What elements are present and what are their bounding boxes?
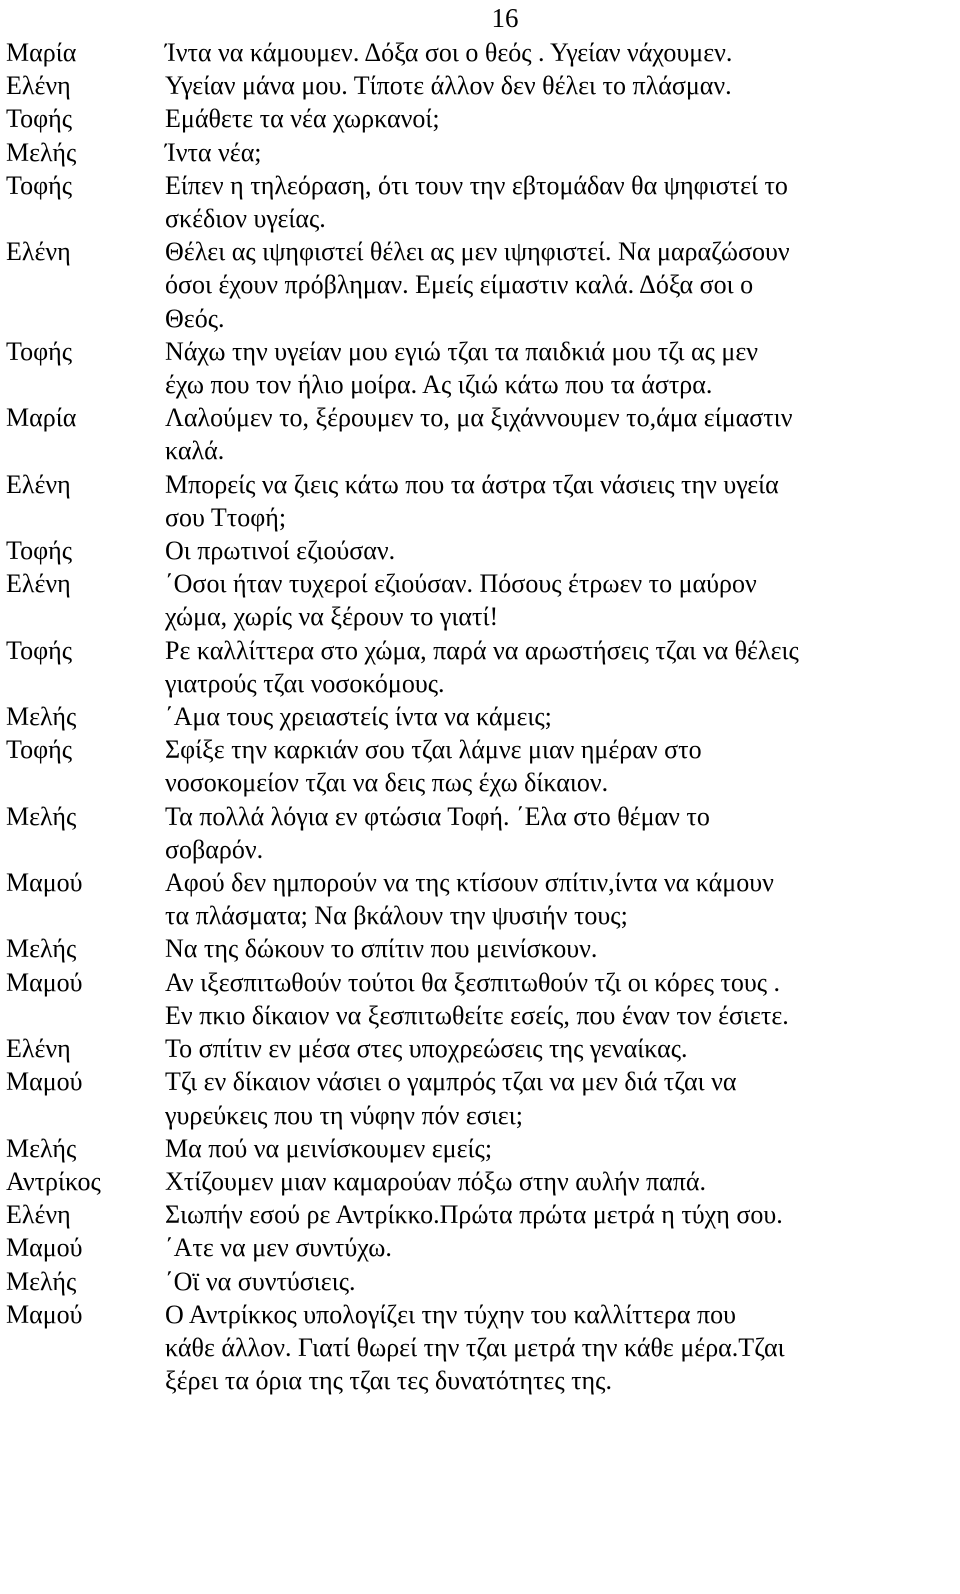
- speaker-name: Τοφής: [6, 735, 72, 765]
- dialogue-line: [6, 1298, 954, 1398]
- speech-text: Είπεν η τηλεόραση, ότι τουν την εβτομάδαν θα ψηφιστεί το σκέδιον υγείας.: [165, 170, 788, 234]
- dialogue-line: [6, 235, 954, 335]
- dialogue-line: [6, 1032, 954, 1065]
- speaker-name: Τοφής: [6, 104, 72, 134]
- dialogue-line: [6, 1198, 954, 1231]
- speech-text: Ίντα νέα;: [165, 137, 262, 167]
- dialogue-line: [6, 1265, 954, 1298]
- speech-text: Ίντα να κάμουμεν. Δόξα σοι ο θεός . Υγείαν νάχουμεν.: [165, 38, 733, 67]
- dialogue-line: [6, 36, 954, 69]
- page-number: 16: [491, 3, 519, 33]
- speech-text: Τζι εν δίκαιον νάσιει ο γαμπρός τζαι να μεν διά τζαι να γυρεύκεις που τη νύφην πόν εσιει;: [165, 1067, 737, 1130]
- dialogue-list: [6, 36, 954, 1397]
- dialogue-line: [6, 69, 954, 102]
- dialogue-line: [6, 700, 954, 733]
- speaker-name: Ελένη: [6, 237, 71, 267]
- speech-text: Λαλούμεν το, ξέρουμεν το, μα ξιχάννουμεν το,άμα είμαστιν καλά.: [165, 403, 793, 466]
- speaker-name: Μαμού: [6, 1067, 83, 1097]
- dialogue-line: [6, 102, 954, 135]
- speech-text: Αν ιξεσπιτωθούν τούτοι θα ξεσπιτωθούν τζι οι κόρες τους . Εν πκιο δίκαιον να ξεσπιτωθείτε εσείς, που έναν τον έσιετε.: [165, 967, 789, 1030]
- speaker-name: Ελένη: [6, 1034, 71, 1064]
- dialogue-line: [6, 169, 954, 235]
- speaker-name: Ελένη: [6, 71, 71, 101]
- speaker-name: Μελής: [6, 934, 77, 964]
- speaker-name: Τοφής: [6, 336, 72, 366]
- speaker-name: Τοφής: [6, 536, 72, 566]
- speech-text: Νάχω την υγείαν μου εγιώ τζαι τα παιδκιά μου τζι ας μεν έχω που τον ήλιο μοίρα. Ας ιζιώ κάτω που τα άστρα.: [165, 336, 759, 400]
- speaker-name: Ελένη: [6, 569, 71, 599]
- dialogue-line: [6, 932, 954, 965]
- speaker-name: Τοφής: [6, 170, 72, 200]
- speech-text: Μα πού να μεινίσκουμεν εμείς;: [165, 1133, 493, 1163]
- speaker-name: Μαμού: [6, 1233, 83, 1263]
- speech-text: ΄Οσοι ήταν τυχεροί εζιούσαν. Πόσους έτρωεν το μαύρον χώμα, χωρίς να ξέρουν το γιατί!: [165, 569, 757, 632]
- dialogue-line: [6, 800, 954, 866]
- speaker-name: Αντρίκος: [6, 1166, 101, 1196]
- dialogue-line: [6, 1231, 954, 1264]
- speech-text: ΄Αμα τους χρειαστείς ίντα να κάμεις;: [165, 702, 552, 732]
- dialogue-line: [6, 733, 954, 799]
- dialogue-line: [6, 634, 954, 700]
- dialogue-line: [6, 567, 954, 633]
- speaker-name: Ελένη: [6, 469, 71, 499]
- speech-text: Να της δώκουν το σπίτιν που μεινίσκουν.: [165, 934, 598, 964]
- speaker-name: Μαμού: [6, 1299, 83, 1329]
- dialogue-line: [6, 401, 954, 467]
- speech-text: Σφίξε την καρκιάν σου τζαι λάμνε μιαν ημέραν στο νοσοκομείον τζαι να δεις πως έχω δίκαιον.: [165, 735, 702, 798]
- speech-text: Θέλει ας ιψηφιστεί θέλει ας μεν ιψηφιστεί. Να μαραζώσουν όσοι έχουν πρόβλημαν. Εμείς είμαστιν καλά. Δόξα σοι ο Θεός.: [165, 237, 790, 333]
- speaker-name: Μαμού: [6, 868, 83, 898]
- speaker-name: Μαρία: [6, 38, 77, 67]
- speech-text: Το σπίτιν εν μέσα στες υποχρεώσεις της γεναίκας.: [165, 1034, 688, 1064]
- speech-text: ΄Ατε να μεν συντύχω.: [165, 1233, 392, 1263]
- speech-text: Μπορείς να ζιεις κάτω που τα άστρα τζαι νάσιεις την υγεία σου Ττοφή;: [165, 469, 779, 532]
- speaker-name: Μελής: [6, 137, 77, 167]
- speech-text: Σιωπήν εσού ρε Αντρίκκο.Πρώτα πρώτα μετρά η τύχη σου.: [165, 1200, 783, 1230]
- speech-text: Υγείαν μάνα μου. Τίποτε άλλον δεν θέλει το πλάσμαν.: [165, 71, 732, 101]
- dialogue-line: [6, 966, 954, 1032]
- speech-text: Οι πρωτινοί εζιούσαν.: [165, 536, 396, 566]
- speaker-name: Μαρία: [6, 403, 77, 433]
- speech-text: Ο Αντρίκκος υπολογίζει την τύχην του καλλίττερα που κάθε άλλον. Γιατί θωρεί την τζαι μετρά την κάθε μέρα.Τζαι ξέρει τα όρια της τζαι τες δυνατότητες της.: [165, 1299, 785, 1396]
- speaker-name: Μελής: [6, 801, 77, 831]
- speaker-name: Μελής: [6, 1133, 77, 1163]
- speaker-name: Τοφής: [6, 635, 72, 665]
- dialogue-line: [6, 866, 954, 932]
- speaker-name: Μελής: [6, 702, 77, 732]
- dialogue-line: [6, 1165, 954, 1198]
- speaker-name: Μελής: [6, 1266, 77, 1296]
- speaker-name: Ελένη: [6, 1200, 71, 1230]
- speech-text: Ρε καλλίττερα στο χώμα, παρά να αρωστήσεις τζαι να θέλεις γιατρούς τζαι νοσοκόμους.: [165, 635, 799, 698]
- speech-text: ΄Οϊ να συντύσιεις.: [165, 1266, 356, 1296]
- dialogue-line: [6, 534, 954, 567]
- dialogue-line: [6, 468, 954, 534]
- speech-text: Τα πολλά λόγια εν φτώσια Τοφή. ΄Ελα στο θέμαν το σοβαρόν.: [165, 801, 710, 864]
- dialogue-line: [6, 1132, 954, 1165]
- speech-text: Χτίζουμεν μιαν καμαρούαν πόξω στην αυλήν παπά.: [165, 1166, 706, 1196]
- dialogue-line: [6, 136, 954, 169]
- speaker-name: Μαμού: [6, 967, 83, 997]
- speech-text: Αφού δεν ημπορούν να της κτίσουν σπίτιν,ίντα να κάμουν τα πλάσματα; Να βκάλουν την ψυσιήν τους;: [165, 868, 774, 931]
- dialogue-line: [6, 1065, 954, 1131]
- speech-text: Εμάθετε τα νέα χωρκανοί;: [165, 104, 440, 134]
- dialogue-line: [6, 335, 954, 401]
